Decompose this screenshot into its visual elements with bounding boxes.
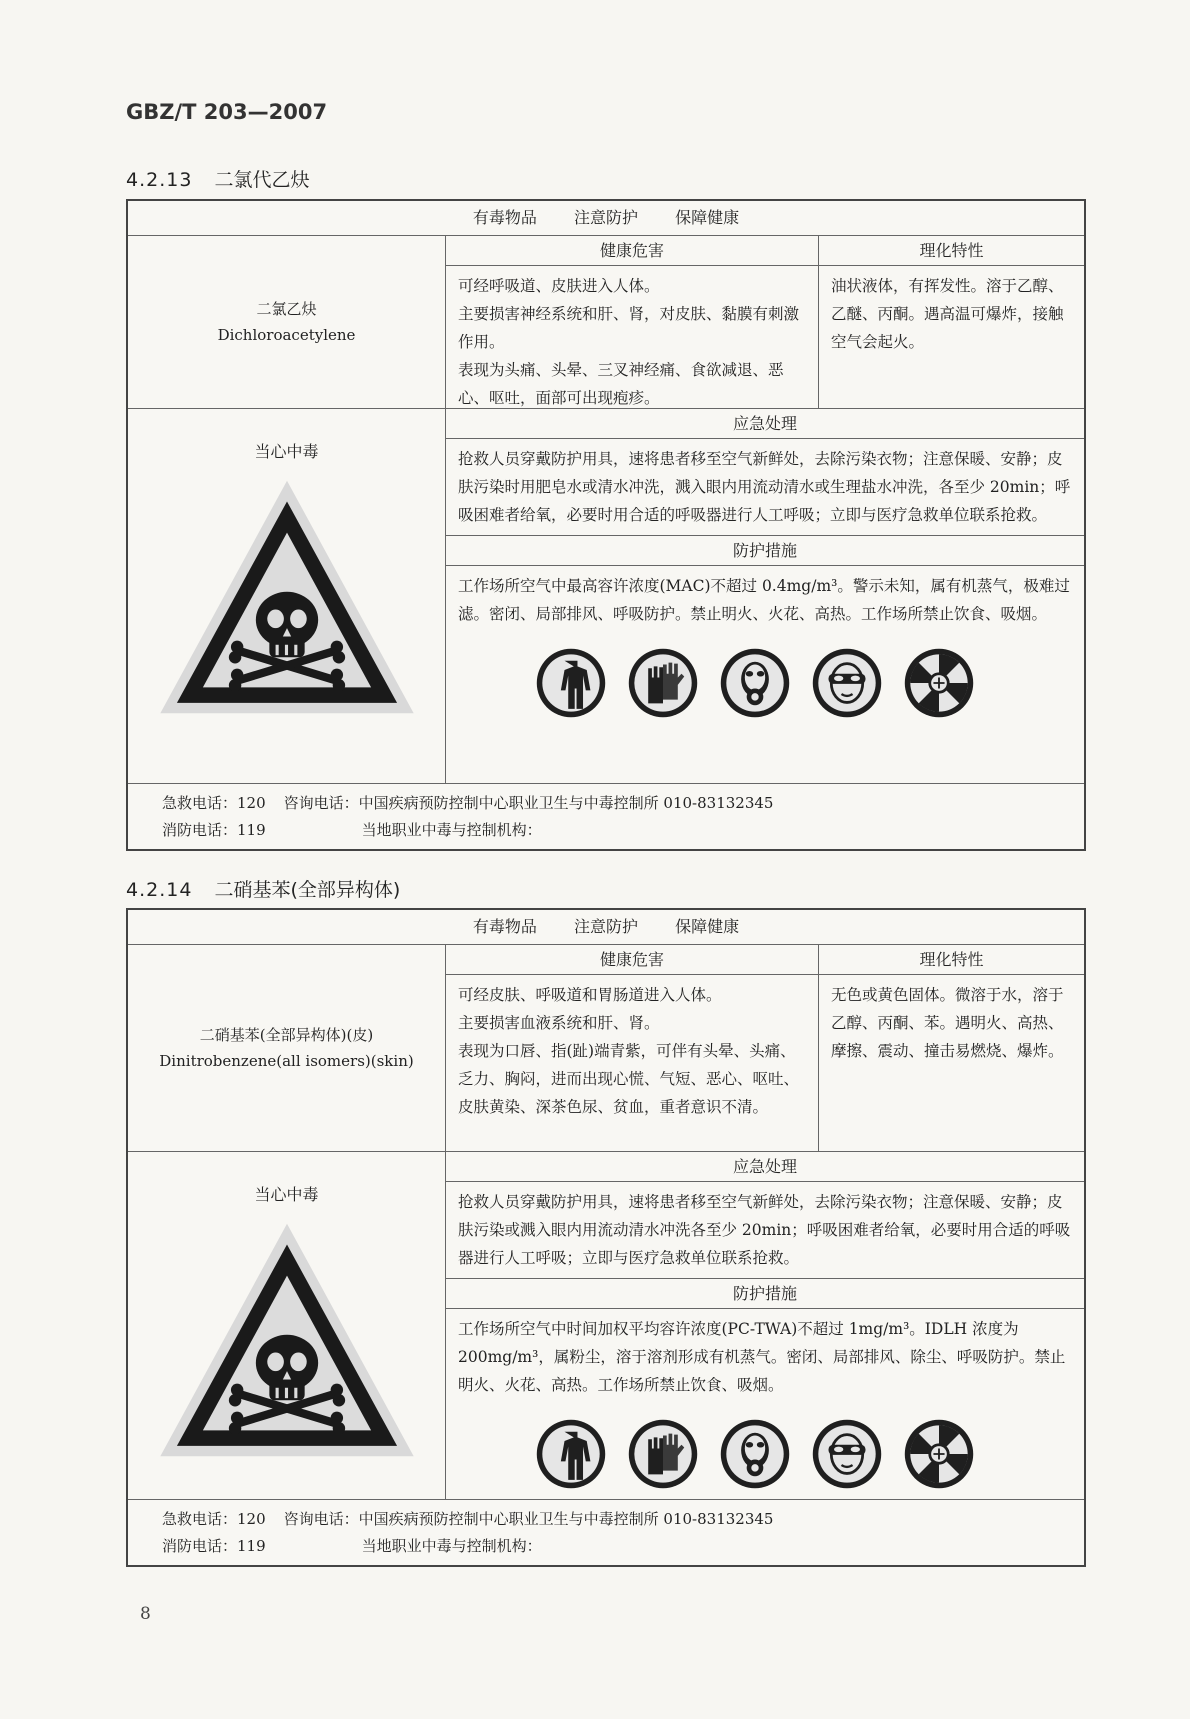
emergency-text: 抢救人员穿戴防护用具，速将患者移至空气新鲜处，去除污染衣物；注意保暖、安静；皮肤污染或溅入眼内用流动清水冲洗各至少 20min；呼吸困难者给氧，必要时用合适的呼吸器进行人工呼吸；立即与医疗急救单位联系抢救。 — [446, 1182, 1084, 1279]
poison-warning-icon — [152, 472, 422, 722]
protective-gloves-icon — [626, 646, 700, 720]
health-line: 主要损害血液系统和肝、肾。 — [458, 1014, 660, 1032]
ppe-icons — [446, 634, 1084, 734]
fire-phone: 消防电话：119 — [162, 821, 266, 839]
protection-heading: 防护措施 — [446, 536, 1084, 566]
health-line: 可经皮肤、呼吸道和胃肠道进入人体。 — [458, 986, 722, 1004]
physical-properties-text: 无色或黄色固体。微溶于水，溶于乙醇、丙酮、苯。遇明火、高热、摩擦、震动、撞击易燃烧、爆炸。 — [831, 986, 1064, 1060]
ventilation-fan-icon — [902, 1417, 976, 1491]
health-line: 主要损害神经系统和肝、肾，对皮肤、黏膜有刺激作用。 — [458, 305, 800, 351]
first-aid-phone: 急救电话：120 — [162, 794, 266, 812]
hazard-card-dichloroacetylene — [126, 199, 1086, 851]
physical-properties-column — [819, 236, 1084, 408]
emergency-heading: 应急处理 — [446, 409, 1084, 439]
section-name: 二硝基苯(全部异构体) — [214, 879, 401, 901]
health-hazard-column — [446, 236, 819, 408]
protection-heading: 防护措施 — [446, 1279, 1084, 1309]
gas-mask-icon — [718, 646, 792, 720]
safety-goggles-icon — [810, 646, 884, 720]
section-name: 二氯代乙炔 — [214, 169, 310, 191]
local-agency: 当地职业中毒与控制机构： — [361, 821, 542, 839]
page-number: 8 — [140, 1604, 151, 1624]
health-line: 表现为口唇、指(趾)端青紫，可伴有头晕、头痛、乏力、胸闷，进而出现心慌、气短、恶心、呕吐、皮肤黄染、深茶色尿、贫血，重者意识不清。 — [458, 1042, 800, 1116]
section-title-4-2-13 — [126, 165, 309, 192]
section-number: 4.2.14 — [126, 879, 193, 901]
contact-footer — [128, 784, 1084, 849]
fire-phone: 消防电话：119 — [162, 1537, 266, 1555]
emergency-text: 抢救人员穿戴防护用具，速将患者移至空气新鲜处，去除污染衣物；注意保暖、安静；皮肤污染时用肥皂水或清水冲洗，溅入眼内用流动清水或生理盐水冲洗，各至少 20min；呼吸困难者给氧，必要时用合适的呼吸器进行人工呼吸；立即与医疗急救单位联系抢救。 — [446, 439, 1084, 536]
poison-warning-icon — [152, 1215, 422, 1465]
physical-properties-column — [819, 945, 1084, 1151]
local-agency: 当地职业中毒与控制机构： — [361, 1537, 542, 1555]
first-aid-phone: 急救电话：120 — [162, 1510, 266, 1528]
chemical-name-en: Dinitrobenzene(all isomers)(skin) — [159, 1052, 414, 1070]
consult-phone: 咨询电话：中国疾病预防控制中心职业卫生与中毒控制所 010-83132345 — [283, 794, 774, 812]
warning-sign-label: 当心中毒 — [254, 1185, 319, 1204]
warning-sign-label: 当心中毒 — [254, 442, 319, 461]
physical-properties-heading: 理化特性 — [819, 236, 1084, 266]
card-banner: 有毒物品 注意防护 保障健康 — [128, 201, 1084, 236]
chemical-name — [128, 236, 446, 408]
physical-properties-text: 油状液体，有挥发性。溶于乙醇、乙醚、丙酮。遇高温可爆炸，接触空气会起火。 — [831, 277, 1064, 351]
health-line: 可经呼吸道、皮肤进入人体。 — [458, 277, 660, 295]
standard-code: GBZ/T 203—2007 — [126, 100, 328, 124]
section-title-4-2-14 — [126, 875, 400, 902]
health-hazard-column — [446, 945, 819, 1151]
warning-sign-cell — [128, 1152, 446, 1499]
consult-phone: 咨询电话：中国疾病预防控制中心职业卫生与中毒控制所 010-83132345 — [283, 1510, 774, 1528]
chemical-name-cn: 二氯乙炔 — [256, 300, 317, 318]
hazard-card-dinitrobenzene — [126, 908, 1086, 1567]
physical-properties-heading: 理化特性 — [819, 945, 1084, 975]
health-line: 表现为头痛、头晕、三叉神经痛、食欲减退、恶心、呕吐，面部可出现疱疹。 — [458, 361, 784, 407]
contact-footer — [128, 1500, 1084, 1565]
warning-sign-cell — [128, 409, 446, 783]
ventilation-fan-icon — [902, 646, 976, 720]
card-banner: 有毒物品 注意防护 保障健康 — [128, 910, 1084, 945]
health-hazard-heading: 健康危害 — [446, 236, 818, 266]
protective-suit-icon — [534, 1417, 608, 1491]
gas-mask-icon — [718, 1417, 792, 1491]
protection-text: 工作场所空气中最高容许浓度(MAC)不超过 0.4mg/m³。警示未知，属有机蒸气，极难过滤。密闭、局部排风、呼吸防护。禁止明火、火花、高热。工作场所禁止饮食、吸烟。 — [458, 577, 1070, 623]
safety-goggles-icon — [810, 1417, 884, 1491]
protection-text: 工作场所空气中时间加权平均容许浓度(PC-TWA)不超过 1mg/m³。IDLH 浓度为 200mg/m³，属粉尘，溶于溶剂形成有机蒸气。密闭、局部排风、除尘、呼吸防护。禁止明火、火花、高热。工作场所禁止饮食、吸烟。 — [458, 1320, 1066, 1394]
protective-gloves-icon — [626, 1417, 700, 1491]
section-number: 4.2.13 — [126, 169, 193, 191]
chemical-name — [128, 945, 446, 1151]
emergency-heading: 应急处理 — [446, 1152, 1084, 1182]
chemical-name-en: Dichloroacetylene — [217, 326, 356, 344]
chemical-name-cn: 二硝基苯(全部异构体)(皮) — [199, 1026, 374, 1044]
ppe-icons — [446, 1405, 1084, 1505]
health-hazard-heading: 健康危害 — [446, 945, 818, 975]
protective-suit-icon — [534, 646, 608, 720]
